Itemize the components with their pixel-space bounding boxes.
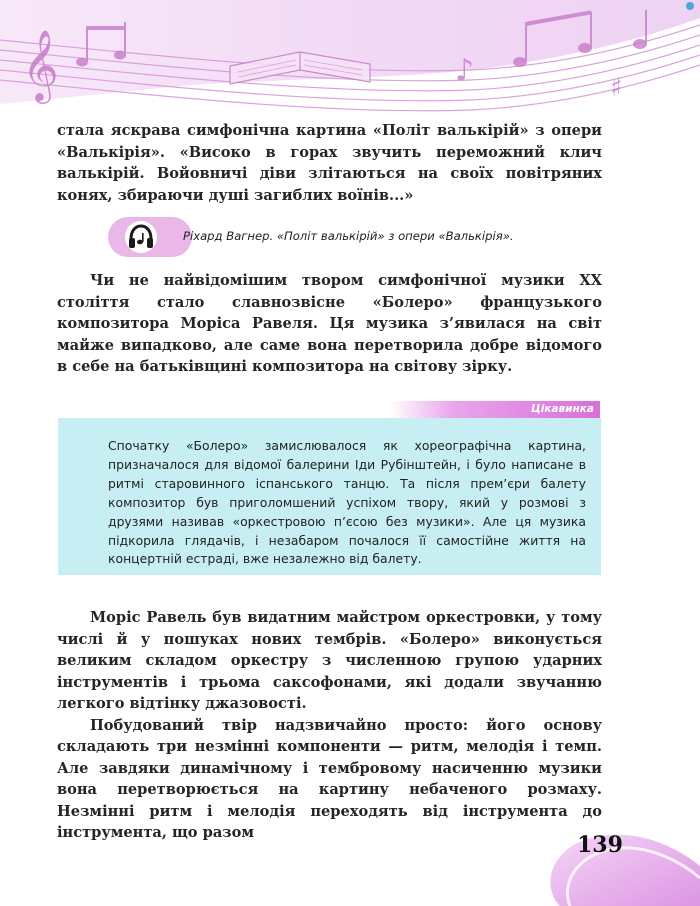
page-number: 139 (577, 832, 623, 858)
fact-header-bar (390, 401, 600, 418)
paragraph-ravel-orchestration: Моріс Равель був видатним майстром оркестровки, у тому числі й у пошуках нових тембрів. «Болеро» виконується великим складом оркестру з численною групою ударних інструментів і трьома саксофонами, які додали звучанню легкого відтінку джазовості. (57, 609, 602, 712)
text-block-top (57, 120, 602, 206)
headphones-icon (124, 220, 158, 254)
paragraph-structure: Побудований твір надзвичайно просто: його основу складають три незмінні компоненти — ритм, мелодія і темп. Але завдяки динамічному і тембровому насиченню музики вона перетворюється на картину небаченого розмаху. Незмінні ритм і мелодія переходять від інструмента до інструмента, що разом (57, 716, 602, 841)
text-block-bottom (57, 607, 602, 844)
listening-pill (108, 217, 192, 257)
fact-label: Цікавинка (530, 403, 594, 415)
fact-text: Спочатку «Болеро» замислювалося як хореографічна картина, призначалося для відомої балерини Іди Рубінштейн, і було написане в ритмі старовинного іспанського танцю. Та після прем’єри балету композитор був приголомшений успіхом твору, який у розмові з друзями називав «оркестровою п’єсою без музики». Але ця музика підкорила глядачів, і незабаром почалося її самостійне життя на концертній естраді, вже незалежно від балету. (108, 438, 586, 567)
svg-text:𝄞: 𝄞 (22, 28, 59, 101)
header-music-decoration (0, 0, 700, 120)
paragraph-valkyries: стала яскрава симфонічна картина «Політ валькірій» з опери «Валькірія». «Високо в горах звучить переможний клич валькірій. Войовничі діви злітаються на своїх повітряних конях, збираючи душі загиблих воїнів...» (57, 122, 602, 204)
svg-text:♯: ♯ (610, 73, 623, 103)
text-block-bolero (57, 270, 602, 378)
corner-badge (686, 2, 694, 10)
svg-text:♪: ♪ (455, 53, 475, 88)
listening-task (108, 217, 608, 257)
paragraph-bolero: Чи не найвідомішим твором симфонічної музики XX століття стало славнозвісне «Болеро» французького композитора Моріса Равеля. Ця музика з’явилася на світ майже випадково, але саме вона перетворила добре відомого в себе на батьківщині композитора на світову зірку. (57, 272, 602, 375)
fact-box (58, 418, 601, 575)
listening-caption: Ріхард Вагнер. «Політ валькірій» з опери «Валькірія». (183, 229, 514, 243)
